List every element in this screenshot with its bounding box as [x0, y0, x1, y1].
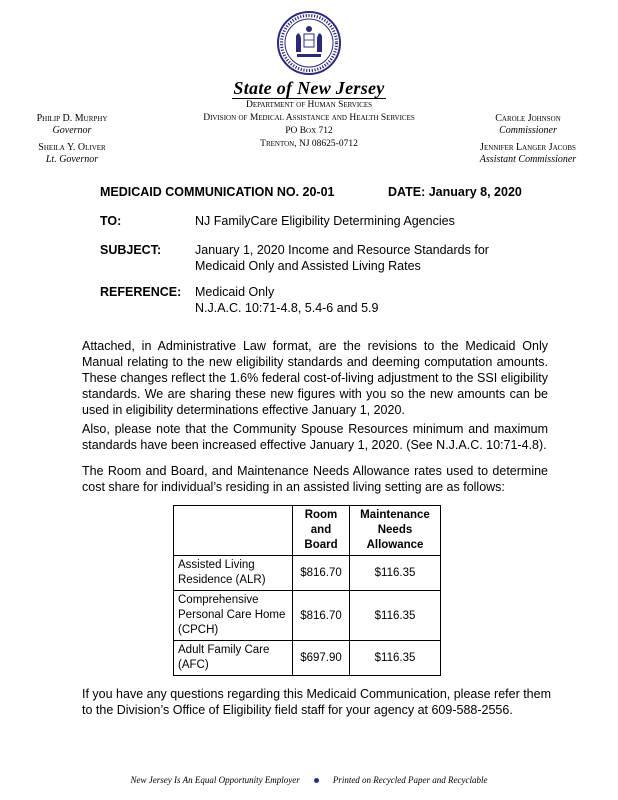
maintenance-value: $116.35: [350, 591, 441, 641]
assistant-commissioner-name: Jennifer Langer Jacobs: [480, 142, 576, 153]
assisted-living-rates-table: [173, 505, 441, 676]
communication-number: MEDICAID COMMUNICATION NO. 20-01: [100, 185, 335, 199]
footer-equal-opportunity: New Jersey Is An Equal Opportunity Employer: [130, 775, 300, 785]
paragraph-community-spouse: Also, please note that the Community Spouse Resources minimum and maximum standards have been increased effective January 1, 2020. (See N.J.A.C. 10:71-4.8).: [82, 422, 548, 452]
city-address: Trenton, NJ 08625-0712: [260, 139, 358, 149]
room-board-value: $816.70: [293, 556, 350, 591]
title-rule: [232, 98, 386, 99]
lt-governor-name: Sheila Y. Oliver: [38, 142, 106, 153]
row-label: Assisted Living Residence (ALR): [174, 556, 293, 591]
commissioner-role: Commissioner: [499, 125, 557, 136]
row-label: Adult Family Care (AFC): [174, 641, 293, 676]
to-label: TO:: [100, 214, 122, 228]
division-name: Division of Medical Assistance and Health Services: [203, 113, 415, 123]
page-footer: [0, 775, 618, 785]
to-value: NJ FamilyCare Eligibility Determining Agencies: [195, 214, 455, 228]
empty-header-cell: [174, 506, 293, 556]
paragraph-revisions: Attached, in Administrative Law format, are the revisions to the Medicaid Only Manual relating to the new eligibility standards and deeming computation amounts. These changes reflect the 1.6% federal cost-of-living adjustment to the SSI eligibility standards. We are sharing these new figures with you so the new amounts can be used in eligibility determinations effective January 1, 2020.: [82, 339, 548, 417]
lt-governor-role: Lt. Governor: [45, 154, 99, 165]
row-label: Comprehensive Personal Care Home (CPCH): [174, 591, 293, 641]
maintenance-header: Maintenance Needs Allowance: [350, 506, 441, 556]
state-seal-icon: [276, 10, 342, 76]
reference-label: REFERENCE:: [100, 285, 182, 299]
footer-recycled: Printed on Recycled Paper and Recyclable: [332, 775, 488, 785]
paragraph-rates-intro: The Room and Board, and Maintenance Needs Allowance rates used to determine cost share for individual’s residing in an assisted living setting are as follows:: [82, 464, 548, 494]
room-board-header: Room and Board: [293, 506, 350, 556]
assistant-commissioner-role: Assistant Commissioner: [479, 154, 577, 165]
governor-name: Philip D. Murphy: [36, 113, 108, 124]
department-name: Department of Human Services: [245, 100, 372, 110]
table-row: [174, 641, 441, 676]
table-row: [174, 556, 441, 591]
bullet-icon: [314, 778, 319, 783]
governor-role: Governor: [52, 125, 92, 136]
commissioner-name: Carole Johnson: [495, 113, 561, 124]
reference-line-1: Medicaid Only: [195, 285, 275, 299]
paragraph-questions: If you have any questions regarding this Medicaid Communication, please refer them to the Division’s Office of Eligibility field staff for your agency at 609-588-2556.: [82, 687, 552, 717]
subject-line-2: Medicaid Only and Assisted Living Rates: [195, 259, 421, 273]
subject-line-1: January 1, 2020 Income and Resource Standards for: [195, 243, 489, 257]
reference-line-2: N.J.A.C. 10:71-4.8, 5.4-6 and 5.9: [195, 301, 379, 315]
subject-label: SUBJECT:: [100, 243, 162, 257]
maintenance-value: $116.35: [350, 556, 441, 591]
room-board-value: $697.90: [293, 641, 350, 676]
table-header-row: [174, 506, 441, 556]
table-row: [174, 591, 441, 641]
state-title: State of New Jersey: [233, 78, 385, 98]
maintenance-value: $116.35: [350, 641, 441, 676]
po-box: PO Box 712: [285, 126, 333, 136]
room-board-value: $816.70: [293, 591, 350, 641]
communication-date: DATE: January 8, 2020: [388, 185, 522, 199]
